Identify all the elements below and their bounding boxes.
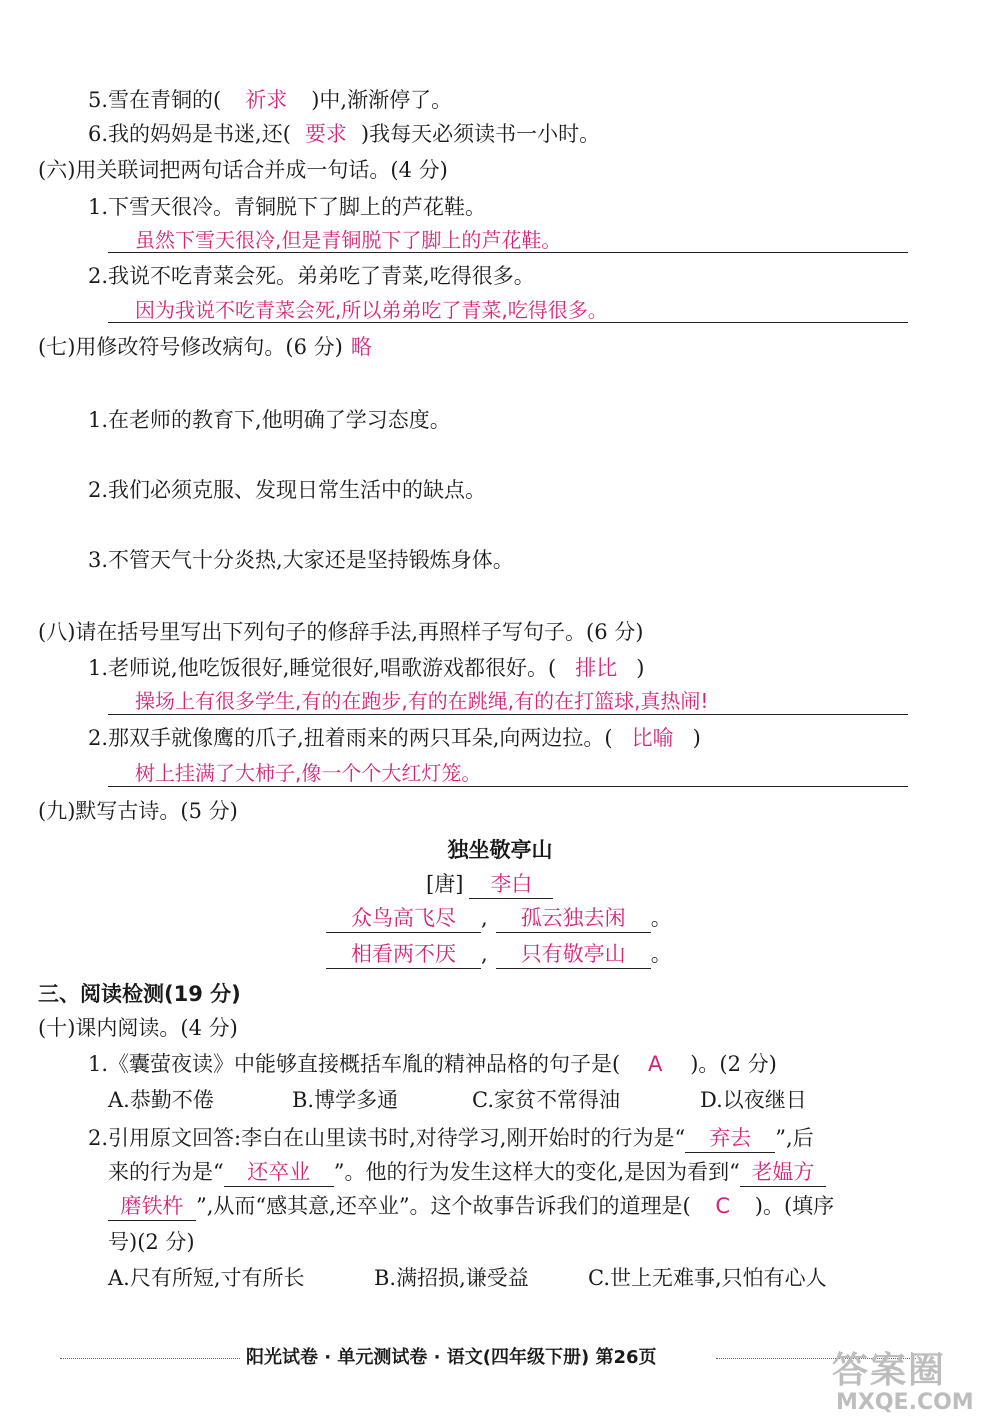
answer-line: [108, 714, 908, 715]
poem-line-2: [326, 940, 672, 969]
poem-line-1a: 众鸟高飞尽: [326, 904, 481, 933]
s10-question-2-line-2: [108, 1158, 826, 1187]
s7-question-3: 3.不管天气十分炎热,大家还是坚持锻炼身体。: [88, 548, 514, 572]
s10-q2-answer-1: 弃去: [685, 1124, 775, 1153]
s8-question-1: [88, 654, 644, 682]
s8-q1-text: 1.老师说,他吃饭很好,睡觉很好,唱歌游戏都很好。(: [88, 656, 557, 680]
s10-q2-text: ”,从而“感其意,还卒业”。这个故事告诉我们的道理是(: [196, 1194, 691, 1218]
s10-q1-option-a: A.恭勤不倦: [108, 1088, 214, 1112]
s10-q1-option-c: C.家贫不常得油: [472, 1088, 620, 1112]
s8-q2-close: ): [692, 726, 701, 750]
s8-answer-1: 操场上有很多学生,有的在跑步,有的在跳绳,有的在打篮球,真热闹!: [135, 689, 709, 713]
q5-answer: 祈求: [245, 88, 288, 112]
footer-divider: [60, 1358, 240, 1359]
s8-answer-2: 树上挂满了大柿子,像一个个大红灯笼。: [135, 761, 482, 785]
section-9-title: (九)默写古诗。(5 分): [38, 799, 238, 823]
s10-q2-option-b: B.满招损,谦受益: [374, 1266, 529, 1290]
poem-byline: [426, 870, 553, 899]
poem-period: 。: [650, 906, 672, 930]
s7-question-2: 2.我们必须克服、发现日常生活中的缺点。: [88, 478, 487, 502]
s10-q1-answer: A: [648, 1052, 663, 1076]
s10-question-2-line-1: [88, 1124, 814, 1153]
poem-author: 李白: [469, 870, 553, 899]
s8-q1-close: ): [636, 656, 645, 680]
poem-comma: ,: [481, 942, 488, 966]
s6-answer-1: 虽然下雪天很冷,但是青铜脱下了脚上的芦花鞋。: [135, 228, 562, 252]
s8-q2-answer: 比喻: [631, 726, 674, 750]
s10-q2-text: 2.引用原文回答:李白在山里读书时,对待学习,刚开始时的行为是“: [88, 1126, 686, 1150]
answer-line: [108, 252, 908, 253]
q5-line: [88, 86, 452, 114]
section-6-title: (六)用关联词把两句话合并成一句话。(4 分): [38, 158, 448, 182]
s10-q1-option-d: D.以夜继日: [700, 1088, 807, 1112]
s8-q1-answer: 排比: [575, 656, 618, 680]
s6-answer-2: 因为我说不吃青菜会死,所以弟弟吃了青菜,吃得很多。: [135, 298, 608, 322]
answer-line: [108, 786, 908, 787]
s10-q2-option-a: A.尺有所短,寸有所长: [108, 1266, 305, 1290]
s10-q2-answer-2: 还卒业: [224, 1158, 334, 1187]
q6-text-pre: 6.我的妈妈是书迷,还(: [88, 122, 291, 146]
s10-q1-points: )。(2 分): [690, 1052, 777, 1076]
poem-dynasty: [唐]: [426, 872, 464, 896]
q6-answer: 要求: [304, 122, 347, 146]
poem-title: 独坐敬亭山: [447, 838, 553, 862]
q6-text-post: )我每天必须读书一小时。: [360, 122, 601, 146]
s10-q2-answer-3b: 磨铁杵: [108, 1192, 196, 1221]
s10-q1-option-b: B.博学多通: [292, 1088, 399, 1112]
watermark-logo: 答案圈: [832, 1350, 947, 1391]
s7-question-1: 1.在老师的教育下,他明确了学习态度。: [88, 408, 451, 432]
section-7-title: [38, 333, 372, 361]
s10-q2-answer-3a: 老媪方: [740, 1158, 826, 1187]
s10-q2-text: 来的行为是“: [108, 1160, 224, 1184]
page-footer: 阳光试卷 · 单元测试卷 · 语文(四年级下册) 第26页: [246, 1347, 657, 1368]
poem-line-1: [326, 904, 672, 933]
answer-line: [108, 322, 908, 323]
s10-q2-answer-4: C: [715, 1194, 731, 1218]
q5-text-pre: 5.雪在青铜的(: [88, 88, 222, 112]
s10-question-2-line-4: 号)(2 分): [108, 1230, 195, 1254]
s10-q2-option-c: C.世上无难事,只怕有心人: [588, 1266, 827, 1290]
s8-question-2: [88, 724, 701, 752]
s6-question-1: 1.下雪天很冷。青铜脱下了脚上的芦花鞋。: [88, 195, 487, 219]
s10-q2-text: ”,后: [775, 1126, 814, 1150]
s10-q1-text: 1.《囊萤夜读》中能够直接概括车胤的精神品格的句子是(: [88, 1052, 621, 1076]
poem-comma: ,: [481, 906, 488, 930]
section-7-title-text: (七)用修改符号修改病句。(6 分): [38, 335, 343, 359]
poem-line-1b: 孤云独去闲: [496, 904, 651, 933]
s10-q2-text: )。(填序: [754, 1194, 835, 1218]
watermark-url: MXQE.COM: [836, 1390, 974, 1415]
section-10-title: (十)课内阅读。(4 分): [38, 1016, 238, 1040]
section-8-title: (八)请在括号里写出下列句子的修辞手法,再照样子写句子。(6 分): [38, 620, 644, 644]
s10-question-1: [88, 1050, 777, 1078]
q5-text-post: )中,渐渐停了。: [311, 88, 453, 112]
s8-q2-text: 2.那双手就像鹰的爪子,扭着雨来的两只耳朵,向两边拉。(: [88, 726, 613, 750]
poem-line-2a: 相看两不厌: [326, 940, 481, 969]
part-3-title: 三、阅读检测(19 分): [38, 982, 241, 1006]
s6-question-2: 2.我说不吃青菜会死。弟弟吃了青菜,吃得很多。: [88, 264, 535, 288]
s10-question-2-line-3: [108, 1192, 834, 1221]
poem-line-2b: 只有敬亭山: [496, 940, 651, 969]
s7-answer: 略: [350, 335, 372, 359]
s10-q2-text: ”。他的行为发生这样大的变化,是因为看到“: [333, 1160, 740, 1184]
poem-period: 。: [650, 942, 672, 966]
q6-line: [88, 120, 600, 148]
